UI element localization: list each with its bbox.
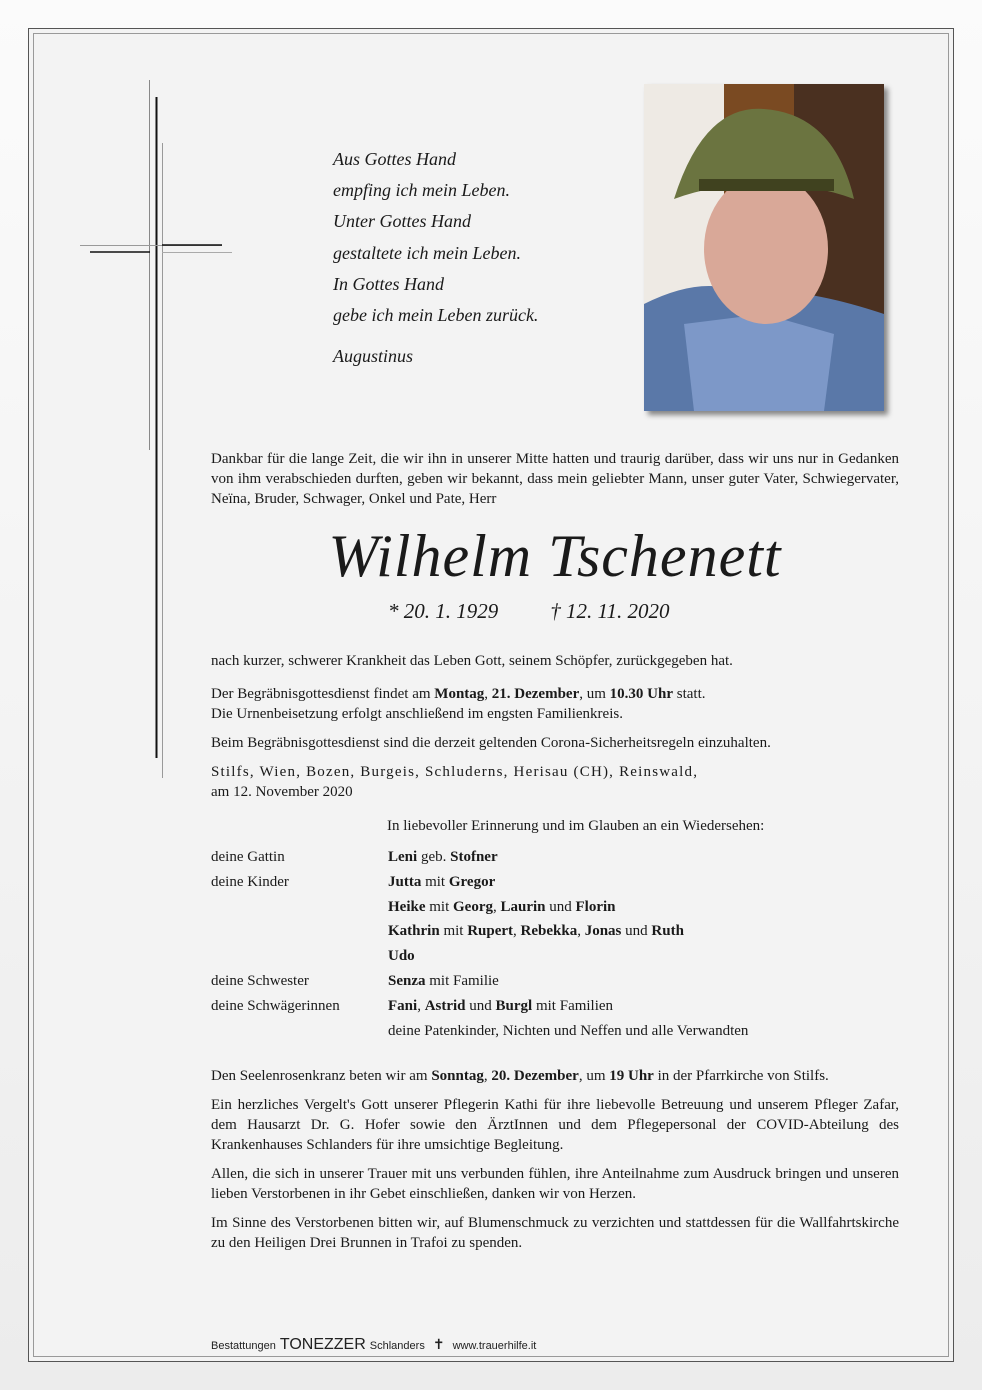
poem-line: In Gottes Hand (333, 273, 444, 294)
poem-line: empfing ich mein Leben. (333, 180, 510, 201)
relatives-list (211, 845, 899, 1043)
relative-row (211, 895, 899, 920)
relative-label (211, 1019, 388, 1044)
footer (211, 1336, 536, 1354)
relative-names: Udo (388, 948, 415, 965)
relative-row (211, 845, 899, 870)
relative-names: Senza mit Familie (388, 972, 499, 989)
poem-line: Aus Gottes Hand (333, 149, 456, 169)
relative-label (211, 919, 388, 944)
relative-names: Fani, Astrid und Burgl mit Familien (388, 997, 614, 1014)
poem (333, 144, 633, 372)
intro-text: Dankbar für die lange Zeit, die wir ihn in unserer Mitte hatten und traurig darüber, dass wir uns nur in Gedanken von ihm verabschieden durften, geben wir bekannt, dass mein geliebter Mann, unser guter Vater, Schwiegervater, Neïna, Bruder, Schwager, Onkel und Pate, Herr (211, 451, 899, 507)
relative-label (211, 895, 388, 920)
relative-names: Leni geb. Stofner (388, 849, 498, 865)
footer-prefix: Bestattungen (211, 1340, 276, 1352)
flowers-text: Im Sinne des Verstorbenen bitten wir, auf Blumenschmuck zu verzichten und stattdessen für die Wallfahrtskirche zu den Heiligen Drei Brunnen in Trafoi zu spenden. (211, 1215, 899, 1252)
relative-row (211, 1019, 899, 1044)
memory-text: In liebevoller Erinnerung und im Glauben an ein Wiedersehen: (387, 818, 765, 834)
relative-label: deine Kinder (211, 873, 289, 890)
portrait-photo (644, 84, 884, 411)
relative-row (211, 944, 899, 969)
poem-line: gebe ich mein Leben zurück. (333, 305, 539, 326)
poem-line: gestaltete ich mein Leben. (333, 242, 521, 263)
funeral-text: Der Begräbnisgottesdienst findet am Montag, 21. Dezember, um 10.30 Uhr statt. Die Urnenbeisetzung erfolgt anschließend im engsten Familienkreis. (211, 686, 706, 722)
trauerhilfe-logo-icon: ✝ (432, 1336, 445, 1352)
footer-url[interactable]: www.trauerhilfe.it (452, 1340, 537, 1352)
relative-names: deine Patenkinder, Nichten und Neffen und alle Verwandten (388, 1022, 749, 1039)
footer-brand: TONEZZER (279, 1336, 366, 1353)
relative-label (211, 944, 388, 969)
deceased-name: Wilhelm Tschenett (328, 523, 782, 589)
relative-row (211, 919, 899, 944)
relative-names: Kathrin mit Rupert, Rebekka, Jonas und Ruth (388, 923, 684, 940)
relative-names: Jutta mit Gregor (388, 873, 496, 890)
relative-names: Heike mit Georg, Laurin und Florin (388, 898, 616, 915)
thanks-text-2: Allen, die sich in unserer Trauer mit uns verbunden fühlen, ihre Anteilnahme zum Ausdruck bringen und unseren lieben Verstorbenen in ihr Gebet einschließen, danken wir von Herzen. (211, 1166, 899, 1203)
thanks-text: Ein herzliches Vergelt's Gott unserer Pflegerin Kathi für ihre liebevolle Betreuung und unserem Pfleger Zafar, dem Hausarzt Dr. G. Hofer sowie den ÄrztInnen und dem Pflegepersonal der COVID-Abteilung des Krankenhauses Schlanders für ihre umsichtige Begleitung. (211, 1097, 899, 1154)
relative-row (211, 969, 899, 994)
relative-label: deine Schwester (211, 972, 309, 989)
life-dates (211, 597, 899, 625)
poem-author: Augustinus (333, 346, 414, 367)
relative-label: deine Schwägerinnen (211, 997, 340, 1014)
poem-line: Unter Gottes Hand (333, 211, 471, 232)
birth-date: * 20. 1. 1929 (388, 599, 499, 623)
place-date: am 12. November 2020 (211, 784, 353, 800)
places-text: Stilfs, Wien, Bozen, Burgeis, Schluderns, Herisau (CH), Reinswald, (211, 764, 699, 780)
death-date: † 12. 11. 2020 (550, 599, 670, 623)
passed-text: nach kurzer, schwerer Krankheit das Leben Gott, seinem Schöpfer, zurückgegeben hat. (211, 653, 733, 669)
notice-body (211, 449, 899, 1253)
rosary-text: Den Seelenrosenkranz beten wir am Sonntag, 20. Dezember, um 19 Uhr in der Pfarrkirche von Stilfs. (211, 1068, 829, 1085)
relative-label: deine Gattin (211, 849, 285, 865)
relative-row (211, 870, 899, 895)
corona-text: Beim Begräbnisgottesdienst sind die derzeit geltenden Corona-Sicherheitsregeln einzuhalten. (211, 735, 771, 751)
relative-row (211, 994, 899, 1019)
footer-city: Schlanders (369, 1340, 425, 1352)
